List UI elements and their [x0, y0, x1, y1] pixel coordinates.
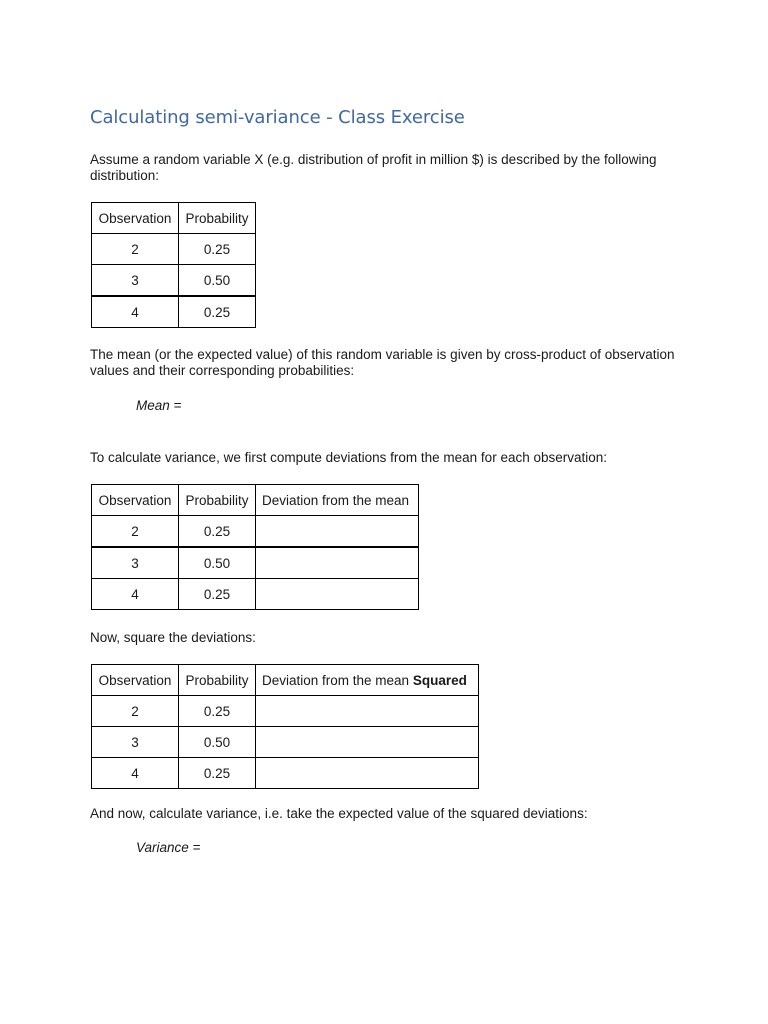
- intro-paragraph: Assume a random variable X (e.g. distribution of profit in million $) is described by the following distribution:: [90, 152, 657, 183]
- table-row: [92, 579, 419, 610]
- cell-observation: 3: [92, 547, 179, 579]
- table-row: [92, 727, 479, 758]
- table-row: [92, 758, 479, 789]
- cell-probability: 0.50: [179, 727, 256, 758]
- cell-deviation: [256, 579, 419, 610]
- header-probability: Probability: [179, 665, 256, 696]
- table-row: [92, 516, 419, 548]
- cell-observation: 2: [92, 516, 179, 548]
- header-deviation: Deviation from the mean: [256, 485, 419, 516]
- cell-probability: 0.50: [179, 265, 256, 297]
- cell-probability: 0.25: [179, 758, 256, 789]
- table-row: [92, 696, 479, 727]
- cell-deviation: [256, 547, 419, 579]
- header-observation: Observation: [92, 665, 179, 696]
- cell-observation: 3: [92, 727, 179, 758]
- table-header-row: [92, 485, 419, 516]
- cell-probability: 0.25: [179, 696, 256, 727]
- document-title: Calculating semi-variance - Class Exercise: [90, 107, 465, 128]
- variance-formula-label: Variance =: [136, 840, 201, 855]
- cell-probability: 0.50: [179, 547, 256, 579]
- table-row: [92, 296, 256, 328]
- mean-paragraph: The mean (or the expected value) of this random variable is given by cross-product of observation values and their corresponding probabilities:: [90, 347, 675, 378]
- table-row: [92, 265, 256, 297]
- cell-observation: 4: [92, 758, 179, 789]
- header-deviation-text: Deviation from the mean: [262, 672, 413, 688]
- variance-paragraph: And now, calculate variance, i.e. take the expected value of the squared deviations:: [90, 806, 588, 821]
- cell-observation: 4: [92, 579, 179, 610]
- table-row: [92, 547, 419, 579]
- cell-probability: 0.25: [179, 579, 256, 610]
- cell-observation: 2: [92, 234, 179, 265]
- header-deviation-squared: [256, 665, 479, 696]
- cell-probability: 0.25: [179, 516, 256, 548]
- header-observation: Observation: [92, 485, 179, 516]
- header-observation: Observation: [92, 203, 179, 234]
- cell-deviation: [256, 516, 419, 548]
- mean-formula-label: Mean =: [136, 398, 182, 413]
- table-header-row: [92, 665, 479, 696]
- header-squared-bold: Squared: [412, 672, 467, 688]
- cell-squared-deviation: [256, 727, 479, 758]
- cell-observation: 3: [92, 265, 179, 297]
- table-row: [92, 234, 256, 265]
- table-header-row: [92, 203, 256, 234]
- cell-squared-deviation: [256, 758, 479, 789]
- distribution-table: [91, 202, 256, 328]
- cell-squared-deviation: [256, 696, 479, 727]
- header-probability: Probability: [179, 485, 256, 516]
- deviation-table: [91, 484, 419, 610]
- header-probability: Probability: [179, 203, 256, 234]
- squared-deviation-table: [91, 664, 479, 789]
- cell-probability: 0.25: [179, 296, 256, 328]
- square-paragraph: Now, square the deviations:: [90, 630, 256, 645]
- deviation-paragraph: To calculate variance, we first compute deviations from the mean for each observation:: [90, 450, 608, 465]
- cell-probability: 0.25: [179, 234, 256, 265]
- cell-observation: 4: [92, 296, 179, 328]
- cell-observation: 2: [92, 696, 179, 727]
